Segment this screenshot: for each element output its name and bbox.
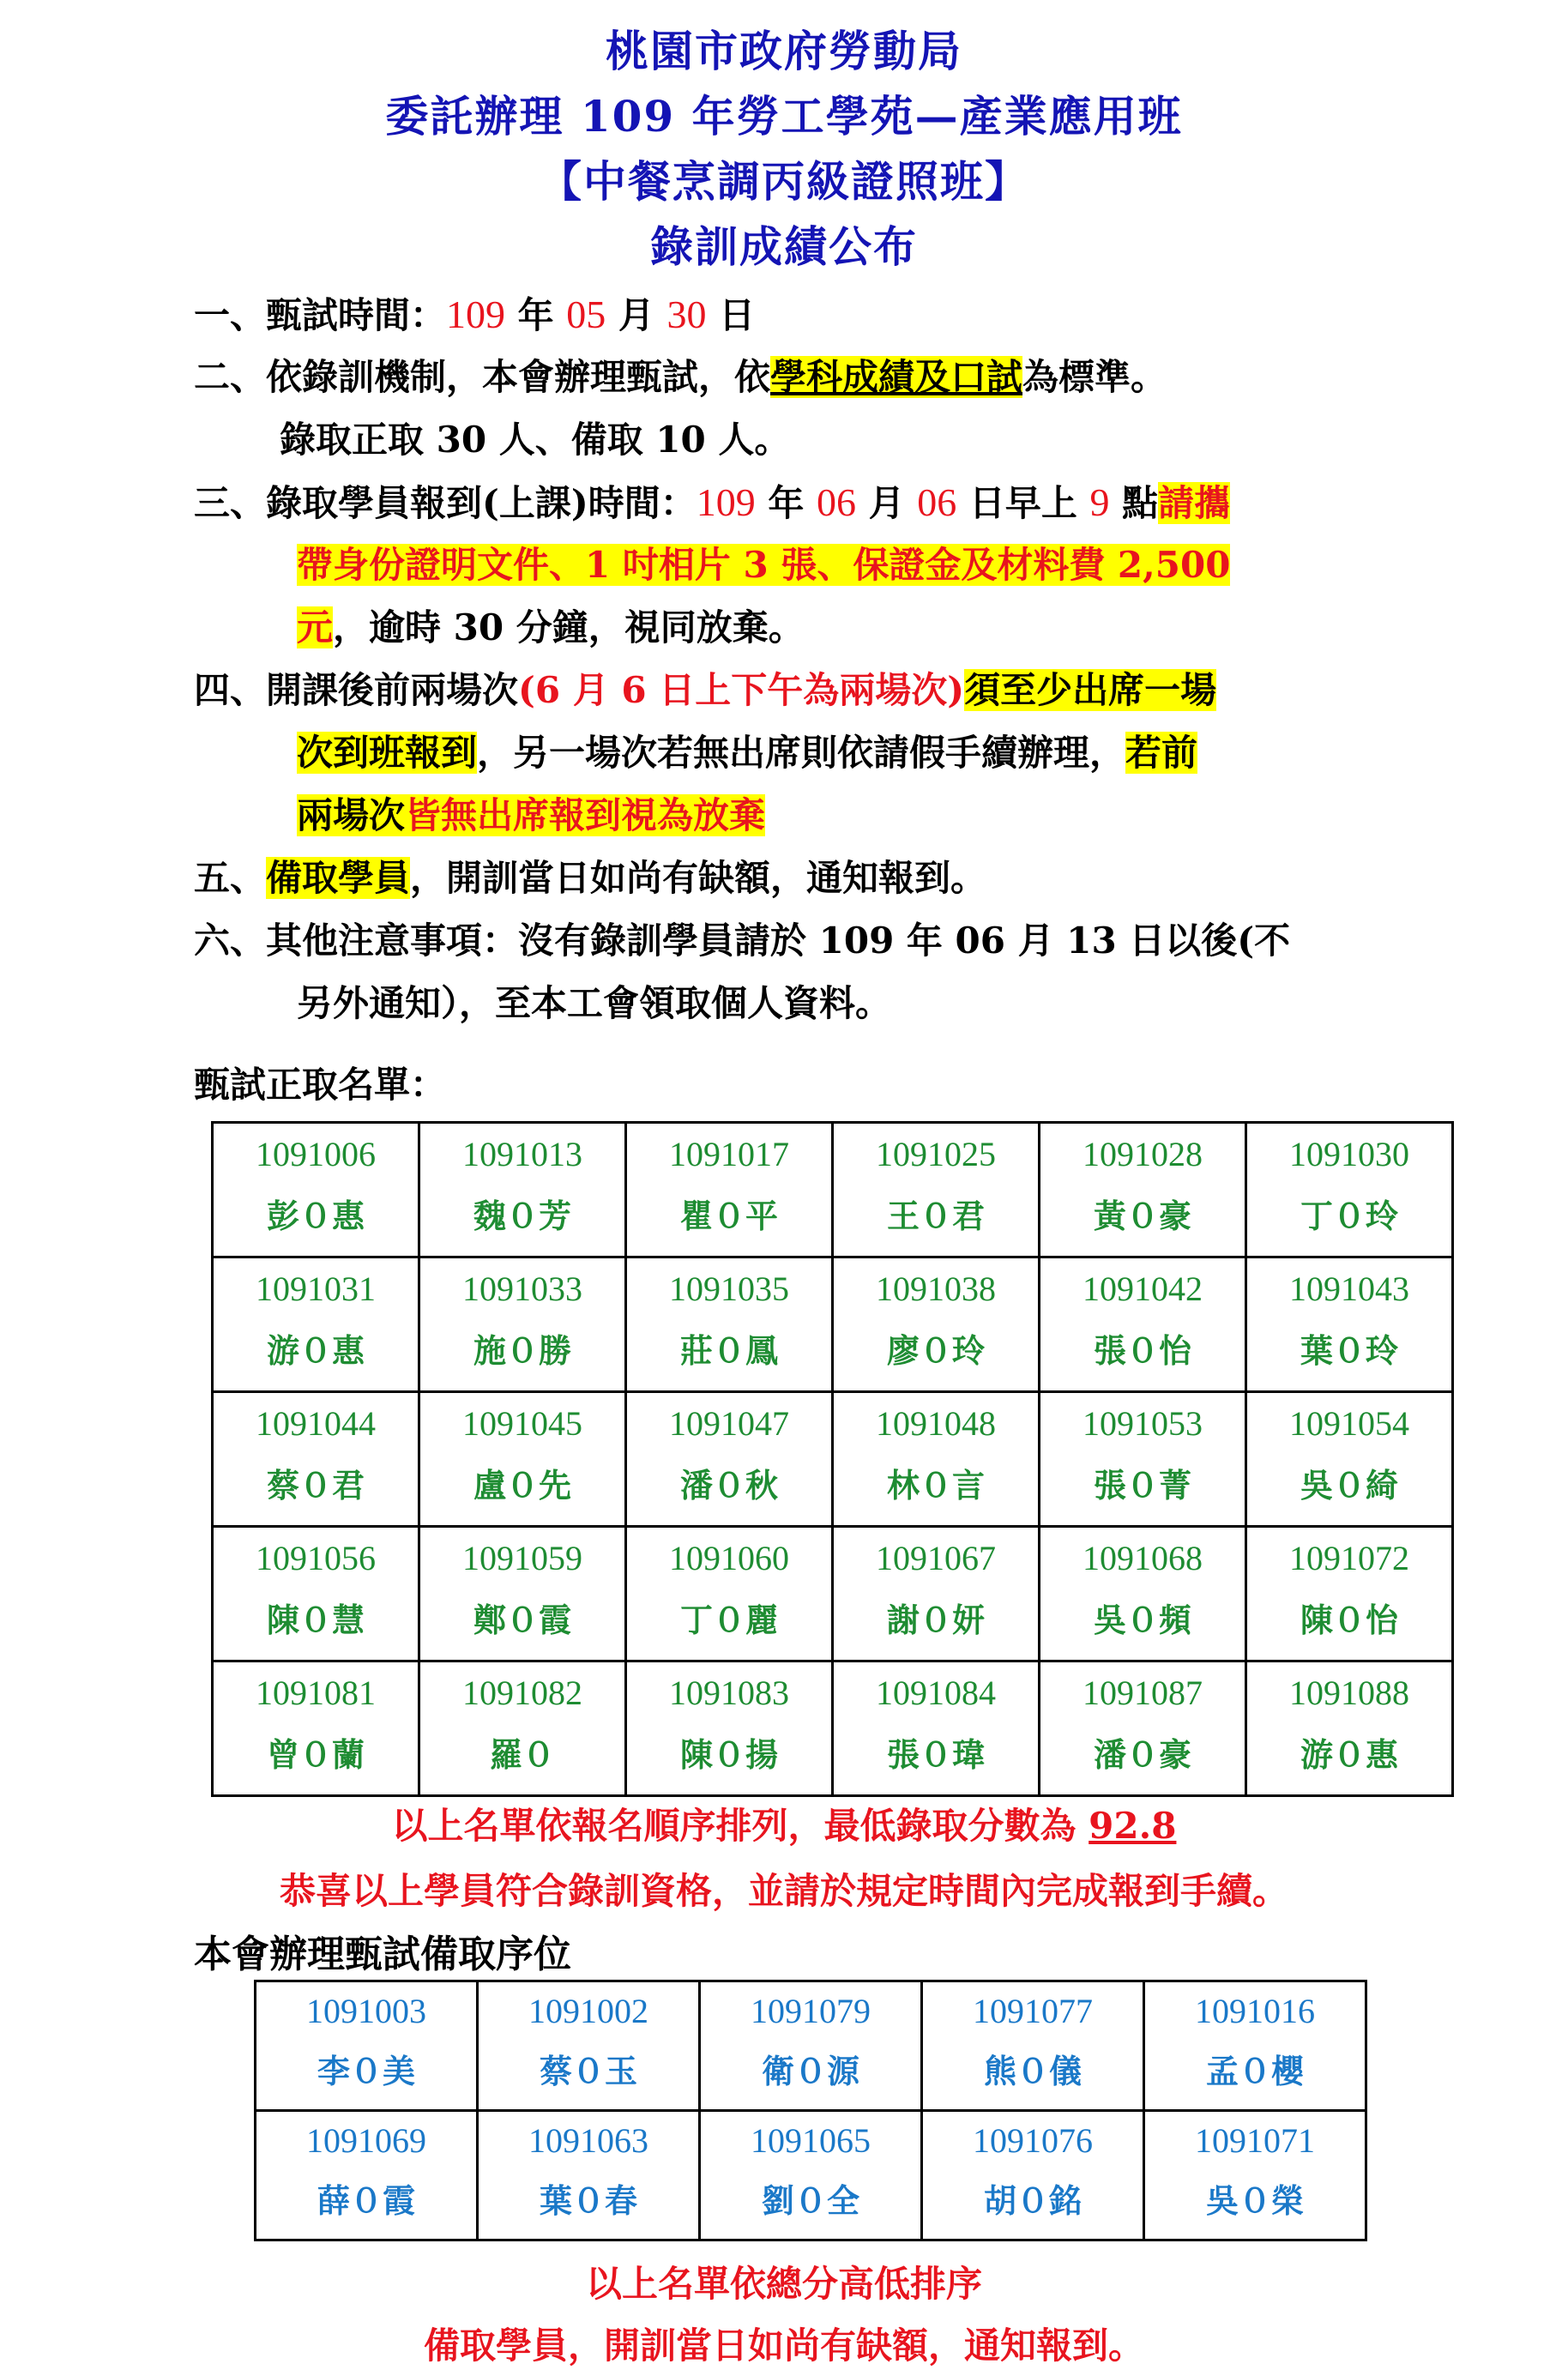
- student-cell: [700, 2111, 922, 2240]
- student-id: 1091030: [1289, 1135, 1409, 1173]
- student-cell: [833, 1661, 1040, 1796]
- student-id: 1091067: [876, 1539, 996, 1577]
- waitlist-label: 本會辦理甄試備取序位: [194, 1933, 571, 1976]
- student-cell: [1144, 2111, 1366, 2240]
- student-name: 林０言: [886, 1466, 985, 1505]
- student-name: 鄭０霞: [473, 1601, 571, 1639]
- student-cell: [626, 1527, 833, 1661]
- student-cell: [256, 2111, 478, 2240]
- student-name: 瞿０平: [679, 1197, 778, 1235]
- student-name: 胡０銘: [983, 2181, 1082, 2220]
- student-id: 1091081: [256, 1673, 376, 1712]
- student-cell: [1040, 1392, 1246, 1527]
- student-cell: [213, 1123, 419, 1257]
- item-attendance-line2: 次到班報到，另一場次若無出席則依請假手續辦理，若前: [297, 732, 1198, 774]
- student-cell: [1246, 1257, 1453, 1392]
- student-name: 潘０豪: [1093, 1735, 1191, 1774]
- student-cell: [256, 1981, 478, 2111]
- student-name: 吳０榮: [1205, 2181, 1304, 2220]
- announcement-title: 錄訓成績公布: [650, 221, 918, 272]
- student-id: 1091043: [1289, 1269, 1409, 1308]
- item-mechanism-quota: 錄取正取 30 人、備取 10 人。: [280, 419, 791, 461]
- item-attendance-line3: 兩場次皆無出席報到視為放棄: [297, 794, 766, 836]
- student-id: 1091054: [1289, 1404, 1409, 1443]
- admitted-list-label: 甄試正取名單：: [194, 1064, 447, 1106]
- student-name: 熊０儀: [983, 2052, 1082, 2090]
- student-cell: [833, 1123, 1040, 1257]
- student-cell: [419, 1661, 626, 1796]
- student-id: 1091083: [669, 1673, 789, 1712]
- student-name: 黃０豪: [1093, 1197, 1191, 1235]
- notice-items: [194, 283, 1412, 1034]
- student-name: 陳０揚: [679, 1735, 778, 1774]
- student-id: 1091060: [669, 1539, 789, 1577]
- student-id: 1091077: [973, 1992, 1093, 2030]
- program-title: 委託辦理 109 年勞工學苑—產業應用班: [385, 91, 1183, 142]
- student-name: 廖０玲: [886, 1331, 985, 1370]
- waitlist-note-order: 以上名單依總分高低排序: [585, 2263, 982, 2305]
- student-name: 陳０怡: [1300, 1601, 1398, 1639]
- student-name: 潘０秋: [679, 1466, 778, 1505]
- student-name: 李０美: [317, 2052, 415, 2090]
- student-name: 蔡０玉: [539, 2052, 637, 2090]
- student-name: 王０君: [886, 1197, 985, 1235]
- title-block: [0, 19, 1568, 280]
- student-name: 孟０櫻: [1205, 2052, 1304, 2090]
- student-name: 魏０芳: [473, 1197, 571, 1235]
- table-row: [256, 1981, 1366, 2111]
- student-name: 曾０蘭: [266, 1735, 365, 1774]
- table-row: [213, 1257, 1453, 1392]
- student-name: 盧０先: [473, 1466, 571, 1505]
- admitted-note-congrats: 恭喜以上學員符合錄訓資格，並請於規定時間內完成報到手續。: [279, 1870, 1288, 1912]
- item-report-docs: 帶身份證明文件、1 吋相片 3 張、保證金及材料費 2,500: [297, 544, 1231, 586]
- class-title: 【中餐烹調丙級證照班】: [539, 156, 1029, 207]
- student-id: 1091013: [462, 1135, 582, 1173]
- item-waitlist: 五、備取學員，開訓當日如尚有缺額，通知報到。: [194, 857, 987, 899]
- student-id: 1091082: [462, 1673, 582, 1712]
- table-row: [213, 1123, 1453, 1257]
- student-cell: [419, 1527, 626, 1661]
- table-row: [256, 2111, 1366, 2240]
- student-id: 1091044: [256, 1404, 376, 1443]
- item-exam-date: 一、甄試時間：109 年 05 月 30 日: [194, 292, 756, 336]
- student-id: 1091048: [876, 1404, 996, 1443]
- student-cell: [922, 2111, 1144, 2240]
- student-name: 蔡０君: [266, 1466, 365, 1505]
- student-cell: [1246, 1661, 1453, 1796]
- student-id: 1091045: [462, 1404, 582, 1443]
- student-name: 劉０全: [761, 2181, 859, 2220]
- student-name: 張０瑋: [886, 1735, 985, 1774]
- student-cell: [419, 1392, 626, 1527]
- min-score: 92.8: [1089, 1805, 1177, 1847]
- student-cell: [833, 1392, 1040, 1527]
- waitlist-table: [254, 1980, 1367, 2241]
- student-id: 1091006: [256, 1135, 376, 1173]
- student-name: 游０惠: [1300, 1735, 1398, 1774]
- item-report-late: 元，逾時 30 分鐘，視同放棄。: [297, 606, 805, 648]
- item-report-time: 三、錄取學員報到(上課)時間：109 年 06 月 06 日早上 9 點請攜: [194, 480, 1231, 524]
- student-id: 1091072: [1289, 1539, 1409, 1577]
- student-name: 游０惠: [266, 1331, 365, 1370]
- student-id: 1091016: [1195, 1992, 1315, 2030]
- student-name: 吳０頻: [1093, 1601, 1191, 1639]
- admitted-note-order: 以上名單依報名順序排列，最低錄取分數為 92.8: [391, 1805, 1177, 1847]
- student-cell: [213, 1392, 419, 1527]
- student-id: 1091071: [1195, 2121, 1315, 2160]
- student-name: 張０菁: [1093, 1466, 1191, 1505]
- item-attendance: 四、開課後前兩場次(6 月 6 日上下午為兩場次)須至少出席一場: [194, 669, 1217, 711]
- student-id: 1091031: [256, 1269, 376, 1308]
- student-name: 彭０惠: [266, 1197, 365, 1235]
- student-name: 羅０: [489, 1735, 555, 1774]
- student-cell: [922, 1981, 1144, 2111]
- student-cell: [419, 1257, 626, 1392]
- student-cell: [833, 1527, 1040, 1661]
- student-name: 莊０鳳: [679, 1331, 778, 1370]
- waitlist-note-report: 備取學員，開訓當日如尚有缺額，通知報到。: [423, 2325, 1144, 2367]
- student-cell: [700, 1981, 922, 2111]
- student-cell: [1246, 1392, 1453, 1527]
- student-name: 丁０玲: [1300, 1197, 1398, 1235]
- student-id: 1091063: [528, 2121, 648, 2160]
- student-cell: [213, 1661, 419, 1796]
- student-name: 薛０霞: [317, 2181, 415, 2220]
- student-cell: [213, 1527, 419, 1661]
- item-other-line2: 另外通知），至本工會領取個人資料。: [297, 982, 892, 1024]
- student-id: 1091056: [256, 1539, 376, 1577]
- student-id: 1091035: [669, 1269, 789, 1308]
- student-cell: [626, 1123, 833, 1257]
- table-row: [213, 1392, 1453, 1527]
- item-other: 六、其他注意事項：沒有錄訓學員請於 109 年 06 月 13 日以後(不: [194, 920, 1291, 962]
- table-row: [213, 1527, 1453, 1661]
- student-cell: [1144, 1981, 1366, 2111]
- student-id: 1091068: [1083, 1539, 1203, 1577]
- student-name: 丁０麗: [679, 1601, 778, 1639]
- student-cell: [1246, 1527, 1453, 1661]
- student-id: 1091084: [876, 1673, 996, 1712]
- student-cell: [1040, 1257, 1246, 1392]
- student-name: 陳０慧: [266, 1601, 365, 1639]
- student-name: 施０勝: [473, 1331, 571, 1370]
- student-id: 1091003: [306, 1992, 426, 2030]
- student-name: 謝０妍: [886, 1601, 985, 1639]
- student-id: 1091017: [669, 1135, 789, 1173]
- student-id: 1091047: [669, 1404, 789, 1443]
- student-id: 1091042: [1083, 1269, 1203, 1308]
- student-id: 1091053: [1083, 1404, 1203, 1443]
- student-cell: [213, 1257, 419, 1392]
- student-cell: [1040, 1123, 1246, 1257]
- student-id: 1091033: [462, 1269, 582, 1308]
- student-id: 1091069: [306, 2121, 426, 2160]
- student-cell: [833, 1257, 1040, 1392]
- student-id: 1091002: [528, 1992, 648, 2030]
- admitted-table: [211, 1121, 1454, 1797]
- student-id: 1091028: [1083, 1135, 1203, 1173]
- student-name: 葉０玲: [1300, 1331, 1398, 1370]
- student-cell: [419, 1123, 626, 1257]
- student-id: 1091088: [1289, 1673, 1409, 1712]
- student-name: 衛０源: [761, 2052, 859, 2090]
- student-name: 張０怡: [1093, 1331, 1191, 1370]
- student-cell: [1040, 1527, 1246, 1661]
- student-id: 1091087: [1083, 1673, 1203, 1712]
- student-id: 1091079: [751, 1992, 871, 2030]
- student-cell: [626, 1661, 833, 1796]
- student-id: 1091076: [973, 2121, 1093, 2160]
- student-id: 1091038: [876, 1269, 996, 1308]
- student-cell: [478, 1981, 700, 2111]
- student-id: 1091025: [876, 1135, 996, 1173]
- student-cell: [1040, 1661, 1246, 1796]
- student-cell: [626, 1257, 833, 1392]
- student-id: 1091065: [751, 2121, 871, 2160]
- student-cell: [478, 2111, 700, 2240]
- table-row: [213, 1661, 1453, 1796]
- agency-title: 桃園市政府勞動局: [606, 26, 962, 76]
- student-cell: [1246, 1123, 1453, 1257]
- student-cell: [626, 1392, 833, 1527]
- student-name: 吳０綺: [1300, 1466, 1398, 1505]
- student-name: 葉０春: [539, 2181, 637, 2220]
- highlight-criteria: 學科成績及口試: [770, 356, 1023, 398]
- student-id: 1091059: [462, 1539, 582, 1577]
- item-mechanism: 二、依錄訓機制，本會辦理甄試，依學科成績及口試為標準。: [194, 356, 1167, 398]
